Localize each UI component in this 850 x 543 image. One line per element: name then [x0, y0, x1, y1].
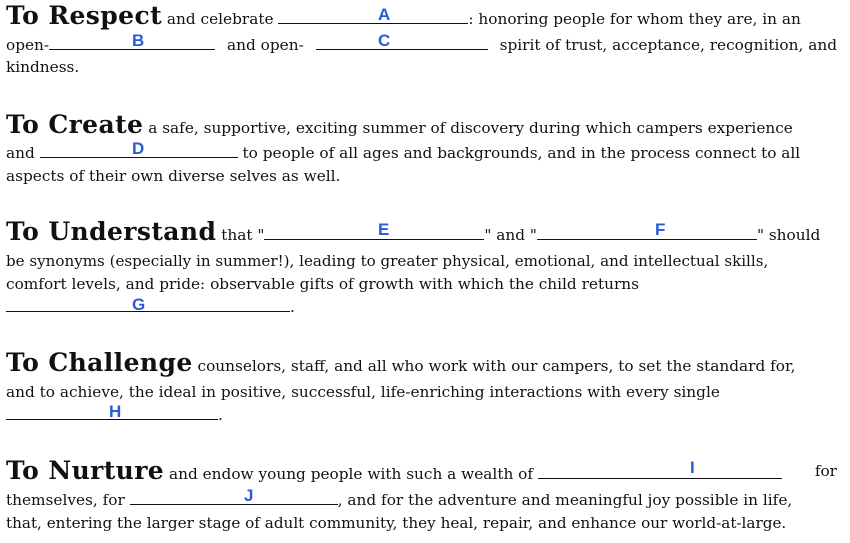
understand-text-2: " and " [484, 226, 537, 244]
label-j: J [244, 486, 254, 505]
create-line-1 [6, 110, 837, 142]
label-g: G [132, 295, 146, 314]
create-line-3 [6, 165, 837, 187]
respect-line-2-left [6, 34, 215, 56]
nurture-text-4: , and for the adventure and meaningful joy possible in life, [337, 491, 793, 509]
nurture-text-2: for [814, 462, 837, 480]
respect-text-1: and celebrate [166, 10, 274, 28]
respect-text-2: : honoring people for whom they are, in an [468, 10, 801, 28]
respect-heading: To Respect [6, 1, 163, 30]
blank-g[interactable] [6, 296, 290, 312]
nurture-line-2 [6, 489, 837, 511]
nurture-heading: To Nurture [6, 456, 165, 485]
challenge-line-2 [6, 381, 837, 403]
create-text-2: and [6, 144, 35, 162]
understand-text-4: be synonyms (especially in summer!), leading to greater physical, emotional, and intellectual skills, [6, 252, 769, 270]
respect-line-1 [6, 1, 837, 33]
understand-heading: To Understand [6, 217, 217, 246]
understand-text-1: that " [221, 226, 265, 244]
respect-text-4: and open- [227, 36, 304, 54]
create-text-1: a safe, supportive, exciting summer of discovery during which campers experience [148, 119, 793, 137]
create-text-4: aspects of their own diverse selves as well. [6, 167, 341, 185]
nurture-text-3: themselves, for [6, 491, 125, 509]
nurture-text-5: that, entering the larger stage of adult community, they heal, repair, and enhance our world-at-large. [6, 514, 787, 532]
respect-text-5: spirit of trust, acceptance, recognition, and [499, 36, 837, 54]
challenge-heading: To Challenge [6, 348, 193, 377]
create-line-2 [6, 142, 837, 164]
understand-line-2 [6, 250, 837, 272]
blank-e[interactable] [264, 224, 484, 240]
respect-text-6: kindness. [6, 58, 80, 76]
respect-line-2 [6, 34, 837, 56]
challenge-line-1 [6, 348, 837, 380]
challenge-text-2: and to achieve, the ideal in positive, successful, life-enriching interactions with every single [6, 383, 720, 401]
understand-line-4 [6, 296, 837, 318]
respect-line-3 [6, 56, 837, 78]
understand-line-3 [6, 273, 837, 295]
create-heading: To Create [6, 110, 144, 139]
respect-text-3: open- [6, 36, 50, 54]
label-b: B [132, 31, 145, 50]
label-e: E [378, 220, 390, 239]
challenge-line-3 [6, 404, 837, 426]
blank-f[interactable] [537, 224, 757, 240]
label-c: C [378, 31, 391, 50]
understand-line-1 [6, 217, 837, 249]
label-d: D [132, 139, 145, 158]
label-a: A [378, 5, 391, 24]
understand-text-3: " should [756, 226, 821, 244]
blank-c[interactable] [316, 34, 488, 50]
challenge-text-3: . [218, 406, 223, 424]
label-f: F [655, 220, 666, 239]
challenge-text-1: counselors, staff, and all who work with our campers, to set the standard for, [197, 357, 796, 375]
label-h: H [109, 402, 122, 421]
blank-a[interactable] [278, 8, 468, 24]
nurture-text-1: and endow young people with such a wealth of [169, 465, 534, 483]
nurture-line-3 [6, 512, 837, 534]
blank-i[interactable] [538, 463, 782, 479]
blank-j[interactable] [130, 489, 338, 505]
understand-text-5: comfort levels, and pride: observable gifts of growth with which the child returns [6, 275, 639, 293]
understand-text-6: . [290, 298, 295, 316]
create-text-3: to people of all ages and backgrounds, and in the process connect to all [242, 144, 801, 162]
nurture-line-1 [6, 456, 837, 488]
label-i: I [690, 458, 695, 477]
